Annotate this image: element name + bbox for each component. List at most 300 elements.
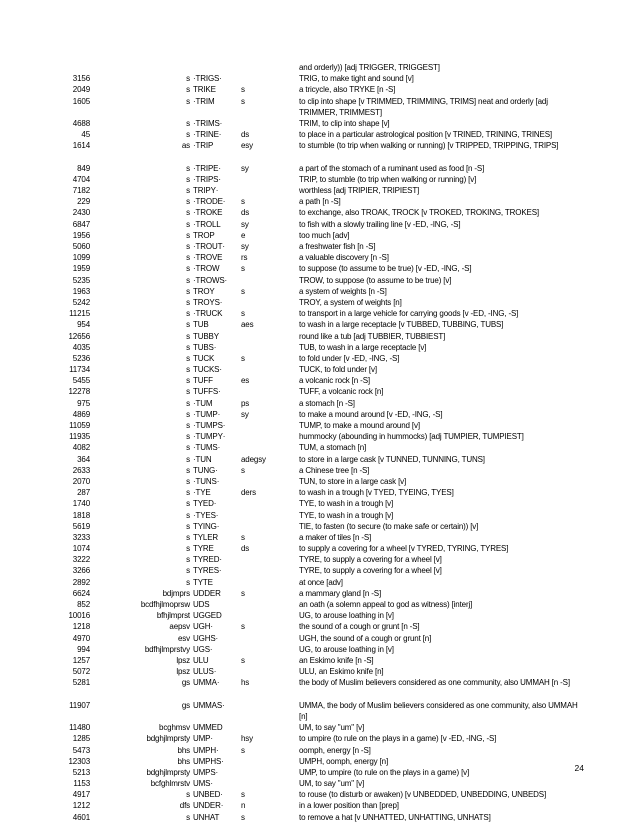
definition: the sound of a cough or grunt [n -S] bbox=[299, 622, 420, 632]
probability-rank: 1605 bbox=[72, 96, 90, 106]
front-hooks: s bbox=[186, 275, 190, 285]
front-hooks: s bbox=[186, 555, 190, 565]
probability-rank: 364 bbox=[77, 454, 90, 464]
word-entry-row bbox=[0, 196, 638, 207]
entry-word: ·TYE bbox=[193, 488, 211, 498]
word-entry-row bbox=[0, 644, 638, 655]
entry-word: UGH· bbox=[193, 622, 213, 632]
definition: TYRE, to supply a covering for a wheel [v] bbox=[299, 566, 442, 576]
word-entry-row bbox=[0, 342, 638, 353]
entry-word: ·TYES· bbox=[193, 510, 219, 520]
entry-word: UGS· bbox=[193, 644, 213, 654]
entry-word: UMS· bbox=[193, 779, 213, 789]
word-entry-row bbox=[0, 375, 638, 386]
back-hooks: es bbox=[241, 376, 250, 386]
definition: worthless [adj TRIPIER, TRIPIEST] bbox=[299, 186, 420, 196]
probability-rank: 4082 bbox=[72, 443, 90, 453]
front-hooks: s bbox=[186, 353, 190, 363]
entry-word: ·TRIGS· bbox=[193, 74, 222, 84]
word-entry-row bbox=[0, 230, 638, 241]
probability-rank: 954 bbox=[77, 320, 90, 330]
entry-word: ·TUN bbox=[193, 454, 212, 464]
definition: UMPH, oomph, energy [n] bbox=[299, 756, 389, 766]
continued-definition: and orderly)) [adj TRIGGER, TRIGGEST] bbox=[299, 63, 440, 72]
front-hooks: s bbox=[186, 465, 190, 475]
entry-word: TYLER bbox=[193, 532, 219, 542]
definition: a tricycle, also TRYKE [n -S] bbox=[299, 85, 396, 95]
definition: to rouse (to disturb or awaken) [v UNBEDDED, UNBEDDING, UNBEDS] bbox=[299, 790, 547, 800]
entry-word: ·TRIPE· bbox=[193, 163, 221, 173]
word-entry-row bbox=[0, 487, 638, 498]
word-entry-row bbox=[0, 364, 638, 375]
entry-word: ·TROKE bbox=[193, 208, 223, 218]
probability-rank: 5242 bbox=[72, 297, 90, 307]
front-hooks: s bbox=[186, 577, 190, 587]
word-entry-row bbox=[0, 543, 638, 554]
probability-rank: 1740 bbox=[72, 499, 90, 509]
front-hooks: bdghjlmprsty bbox=[146, 734, 190, 744]
word-entry-row bbox=[0, 677, 638, 699]
definition: to fold under [v -ED, -ING, -S] bbox=[299, 353, 400, 363]
word-entry-row bbox=[0, 263, 638, 274]
probability-rank: 4601 bbox=[72, 812, 90, 822]
front-hooks: s bbox=[186, 118, 190, 128]
word-entry-row bbox=[0, 778, 638, 789]
definition: TYE, to wash in a trough [v] bbox=[299, 510, 394, 520]
word-entry-row bbox=[0, 331, 638, 342]
probability-rank: 6847 bbox=[72, 219, 90, 229]
probability-rank: 1074 bbox=[72, 544, 90, 554]
probability-rank: 5072 bbox=[72, 667, 90, 677]
definition: TRIG, to make tight and sound [v] bbox=[299, 74, 414, 84]
probability-rank: 2633 bbox=[72, 465, 90, 475]
back-hooks: s bbox=[241, 655, 245, 665]
probability-rank: 1153 bbox=[73, 779, 90, 789]
definition: to exchange, also TROAK, TROCK [v TROKED, TROKING, TROKES] bbox=[299, 208, 539, 218]
word-entry-row bbox=[0, 308, 638, 319]
back-hooks: ds bbox=[241, 130, 250, 140]
entry-word: ·TUMPS· bbox=[193, 421, 226, 431]
entry-word: UMP· bbox=[193, 734, 213, 744]
entry-word: TROY bbox=[193, 286, 215, 296]
front-hooks: s bbox=[186, 443, 190, 453]
entry-word: TYRES· bbox=[193, 566, 222, 576]
definition: TUM, a stomach [n] bbox=[299, 443, 367, 453]
word-entry-row bbox=[0, 174, 638, 185]
front-hooks: s bbox=[186, 163, 190, 173]
definition: TUMP, to make a mound around [v] bbox=[299, 421, 420, 431]
word-entry-row bbox=[0, 118, 638, 129]
word-entry-row bbox=[0, 163, 638, 174]
definition: UMMA, the body of Muslim believers considered as one community, also UMMAH [n] bbox=[299, 700, 578, 721]
entry-word: TROYS· bbox=[193, 297, 223, 307]
back-hooks: n bbox=[241, 801, 246, 811]
front-hooks: gs bbox=[181, 678, 190, 688]
word-entry-row bbox=[0, 599, 638, 610]
probability-rank: 1257 bbox=[72, 655, 90, 665]
entry-word: UNHAT bbox=[193, 812, 220, 822]
entry-word: ·TROUT· bbox=[193, 242, 225, 252]
entry-word: UMPHS· bbox=[193, 756, 224, 766]
front-hooks: lpsz bbox=[176, 655, 190, 665]
definition: a freshwater fish [n -S] bbox=[299, 242, 376, 252]
definition: in a lower position than [prep] bbox=[299, 801, 399, 811]
definition: to wash in a large receptacle [v TUBBED, TUBBING, TUBS] bbox=[299, 320, 504, 330]
definition: to place in a particular astrological position [v TRINED, TRINING, TRINES] bbox=[299, 130, 552, 140]
front-hooks: s bbox=[186, 264, 190, 274]
probability-rank: 849 bbox=[77, 163, 90, 173]
word-entry-row bbox=[0, 565, 638, 576]
back-hooks: hsy bbox=[241, 734, 253, 744]
front-hooks: bdghjlmprsty bbox=[146, 767, 190, 777]
front-hooks: s bbox=[186, 242, 190, 252]
entry-word: UDS bbox=[193, 600, 210, 610]
probability-rank: 12656 bbox=[68, 331, 90, 341]
entry-word: ·TROLL bbox=[193, 219, 221, 229]
entry-word: TUB bbox=[193, 320, 209, 330]
front-hooks: lpsz bbox=[176, 667, 190, 677]
probability-rank: 5473 bbox=[72, 745, 90, 755]
definition: UM, to say "um" [v] bbox=[299, 779, 365, 789]
definition: ULU, an Eskimo knife [n] bbox=[299, 667, 384, 677]
probability-rank: 45 bbox=[81, 130, 90, 140]
probability-rank: 5619 bbox=[72, 521, 90, 531]
definition: UMP, to umpire (to rule on the plays in a game) [v] bbox=[299, 767, 470, 777]
probability-rank: 2892 bbox=[72, 577, 90, 587]
entry-word: UMPS· bbox=[193, 767, 219, 777]
front-hooks: s bbox=[186, 309, 190, 319]
word-entry-row bbox=[0, 510, 638, 521]
back-hooks: s bbox=[241, 790, 245, 800]
back-hooks: esy bbox=[241, 141, 253, 151]
definition: TROW, to suppose (to assume to be true) [v] bbox=[299, 275, 452, 285]
back-hooks: s bbox=[241, 96, 245, 106]
front-hooks: s bbox=[186, 566, 190, 576]
probability-rank: 852 bbox=[77, 600, 90, 610]
word-entry-row bbox=[0, 532, 638, 543]
definition: a maker of tiles [n -S] bbox=[299, 532, 372, 542]
word-entry-row bbox=[0, 633, 638, 644]
back-hooks: sy bbox=[241, 163, 249, 173]
front-hooks: s bbox=[186, 320, 190, 330]
front-hooks: s bbox=[186, 499, 190, 509]
definition: a Chinese tree [n -S] bbox=[299, 465, 370, 475]
page-number: 24 bbox=[574, 763, 584, 773]
back-hooks: e bbox=[241, 230, 246, 240]
back-hooks: rs bbox=[241, 253, 248, 263]
word-entry-row bbox=[0, 386, 638, 397]
definition: oomph, energy [n -S] bbox=[299, 745, 371, 755]
entry-word: ·TRINE· bbox=[193, 130, 222, 140]
definition: to fish with a slowly trailing line [v -ED, -ING, -S] bbox=[299, 219, 461, 229]
back-hooks: s bbox=[241, 353, 245, 363]
front-hooks: bhs bbox=[177, 745, 190, 755]
definition: a part of the stomach of a ruminant used as food [n -S] bbox=[299, 163, 485, 173]
front-hooks: s bbox=[186, 476, 190, 486]
definition: a valuable discovery [n -S] bbox=[299, 253, 389, 263]
back-hooks: s bbox=[241, 588, 245, 598]
entry-word: UGHS· bbox=[193, 633, 219, 643]
word-entry-row bbox=[0, 733, 638, 744]
word-list bbox=[0, 73, 638, 823]
front-hooks: s bbox=[186, 790, 190, 800]
probability-rank: 10016 bbox=[68, 611, 90, 621]
front-hooks: s bbox=[186, 421, 190, 431]
probability-rank: 11734 bbox=[69, 365, 90, 375]
definition: too much [adv] bbox=[299, 230, 350, 240]
probability-rank: 229 bbox=[77, 197, 90, 207]
entry-word: TYED· bbox=[193, 499, 217, 509]
definition: to clip into shape [v TRIMMED, TRIMMING, TRIMS] neat and orderly [adj TRIMMER, TRIMMEST] bbox=[299, 96, 548, 117]
front-hooks: s bbox=[186, 387, 190, 397]
definition: to transport in a large vehicle for carrying goods [v -ED, -ING, -S] bbox=[299, 309, 519, 319]
definition: a stomach [n -S] bbox=[299, 398, 355, 408]
word-entry-row bbox=[0, 73, 638, 84]
word-entry-row bbox=[0, 241, 638, 252]
back-hooks: ds bbox=[241, 208, 250, 218]
front-hooks: s bbox=[186, 488, 190, 498]
front-hooks: s bbox=[186, 544, 190, 554]
word-entry-row bbox=[0, 431, 638, 442]
definition: TUN, to store in a large cask [v] bbox=[299, 476, 407, 486]
front-hooks: as bbox=[181, 141, 190, 151]
definition: round like a tub [adj TUBBIER, TUBBIEST] bbox=[299, 331, 446, 341]
probability-rank: 1099 bbox=[72, 253, 90, 263]
front-hooks: s bbox=[186, 510, 190, 520]
word-entry-row bbox=[0, 84, 638, 95]
word-entry-row bbox=[0, 442, 638, 453]
entry-word: TRIPY· bbox=[193, 186, 219, 196]
front-hooks: s bbox=[186, 432, 190, 442]
entry-word: TUBS· bbox=[193, 342, 217, 352]
entry-word: ·TROVE bbox=[193, 253, 223, 263]
definition: to store in a large cask [v TUNNED, TUNNING, TUNS] bbox=[299, 454, 485, 464]
entry-word: UNBED· bbox=[193, 790, 223, 800]
entry-word: UNDER· bbox=[193, 801, 224, 811]
word-entry-row bbox=[0, 666, 638, 677]
back-hooks: aes bbox=[241, 320, 254, 330]
front-hooks: s bbox=[186, 342, 190, 352]
entry-word: TUBBY bbox=[193, 331, 219, 341]
back-hooks: s bbox=[241, 85, 245, 95]
word-entry-row bbox=[0, 588, 638, 599]
front-hooks: s bbox=[186, 365, 190, 375]
entry-word: TRIKE bbox=[193, 85, 216, 95]
probability-rank: 12278 bbox=[68, 387, 90, 397]
front-hooks: s bbox=[186, 74, 190, 84]
word-entry-row bbox=[0, 655, 638, 666]
front-hooks: bhs bbox=[177, 756, 190, 766]
definition: at once [adv] bbox=[299, 577, 343, 587]
word-entry-row bbox=[0, 286, 638, 297]
word-entry-row bbox=[0, 521, 638, 532]
back-hooks: s bbox=[241, 286, 245, 296]
definition: an Eskimo knife [n -S] bbox=[299, 655, 374, 665]
probability-rank: 1212 bbox=[72, 801, 90, 811]
definition: TYRE, to supply a covering for a wheel [v] bbox=[299, 555, 442, 565]
probability-rank: 3156 bbox=[72, 74, 90, 84]
front-hooks: bcghmsv bbox=[159, 723, 190, 733]
probability-rank: 11480 bbox=[69, 723, 90, 733]
probability-rank: 2049 bbox=[72, 85, 90, 95]
word-entry-row bbox=[0, 219, 638, 230]
front-hooks: s bbox=[186, 253, 190, 263]
definition: TRIM, to clip into shape [v] bbox=[299, 118, 390, 128]
back-hooks: s bbox=[241, 264, 245, 274]
probability-rank: 975 bbox=[77, 398, 90, 408]
definition: a mammary gland [n -S] bbox=[299, 588, 382, 598]
probability-rank: 5236 bbox=[72, 353, 90, 363]
probability-rank: 1614 bbox=[72, 141, 90, 151]
definition: UG, to arouse loathing in [v] bbox=[299, 644, 394, 654]
entry-word: TUNG· bbox=[193, 465, 218, 475]
back-hooks: s bbox=[241, 532, 245, 542]
probability-rank: 3222 bbox=[72, 555, 90, 565]
word-entry-row bbox=[0, 454, 638, 465]
definition: UGH, the sound of a cough or grunt [n] bbox=[299, 633, 432, 643]
definition: TUFF, a volcanic rock [n] bbox=[299, 387, 384, 397]
definition: an oath (a solemn appeal to god as witness) [interj] bbox=[299, 600, 473, 610]
probability-rank: 4917 bbox=[72, 790, 90, 800]
word-entry-row bbox=[0, 812, 638, 823]
probability-rank: 6624 bbox=[72, 588, 90, 598]
probability-rank: 7182 bbox=[72, 186, 90, 196]
front-hooks: bdjmprs bbox=[162, 588, 190, 598]
entry-word: UGGED bbox=[193, 611, 222, 621]
probability-rank: 3266 bbox=[72, 566, 90, 576]
front-hooks: s bbox=[186, 230, 190, 240]
entry-word: ·TUM bbox=[193, 398, 213, 408]
probability-rank: 1959 bbox=[72, 264, 90, 274]
entry-word: ·TUNS· bbox=[193, 476, 220, 486]
probability-rank: 4688 bbox=[72, 118, 90, 128]
probability-rank: 4035 bbox=[72, 342, 90, 352]
entry-word: UMMAS· bbox=[193, 700, 225, 710]
front-hooks: s bbox=[186, 174, 190, 184]
entry-word: TYRE bbox=[193, 544, 214, 554]
entry-word: ·TROWS· bbox=[193, 275, 228, 285]
front-hooks: s bbox=[186, 331, 190, 341]
probability-rank: 1218 bbox=[72, 622, 90, 632]
front-hooks: gs bbox=[181, 700, 190, 710]
back-hooks: sy bbox=[241, 409, 249, 419]
entry-word: UMMA· bbox=[193, 678, 220, 688]
entry-word: TYTE bbox=[193, 577, 213, 587]
front-hooks: s bbox=[186, 376, 190, 386]
probability-rank: 5213 bbox=[72, 767, 90, 777]
word-entry-row bbox=[0, 398, 638, 409]
back-hooks: s bbox=[241, 309, 245, 319]
front-hooks: s bbox=[186, 96, 190, 106]
front-hooks: s bbox=[186, 208, 190, 218]
entry-word: ·TRIP bbox=[193, 141, 214, 151]
front-hooks: s bbox=[186, 186, 190, 196]
entry-word: ULUS· bbox=[193, 667, 217, 677]
front-hooks: s bbox=[186, 398, 190, 408]
definition: hummocky (abounding in hummocks) [adj TUMPIER, TUMPIEST] bbox=[299, 432, 524, 442]
probability-rank: 1956 bbox=[72, 230, 90, 240]
word-entry-row bbox=[0, 129, 638, 140]
entry-word: ·TRUCK bbox=[193, 309, 223, 319]
probability-rank: 4869 bbox=[72, 409, 90, 419]
word-entry-row bbox=[0, 185, 638, 196]
entry-word: ·TUMPY· bbox=[193, 432, 226, 442]
definition: to suppose (to assume to be true) [v -ED, -ING, -S] bbox=[299, 264, 472, 274]
front-hooks: esv bbox=[178, 633, 190, 643]
front-hooks: s bbox=[186, 85, 190, 95]
front-hooks: s bbox=[186, 297, 190, 307]
entry-word: ULU bbox=[193, 655, 209, 665]
probability-rank: 4704 bbox=[72, 174, 90, 184]
entry-word: TUFF bbox=[193, 376, 213, 386]
probability-rank: 2430 bbox=[72, 208, 90, 218]
entry-word: ·TUMP· bbox=[193, 409, 221, 419]
probability-rank: 12303 bbox=[68, 756, 90, 766]
entry-word: ·TUMS· bbox=[193, 443, 221, 453]
front-hooks: bdfhjlmprstvy bbox=[144, 644, 190, 654]
probability-rank: 5455 bbox=[72, 376, 90, 386]
front-hooks: bcdfhjlmoprsw bbox=[140, 600, 190, 610]
word-entry-row bbox=[0, 789, 638, 800]
probability-rank: 5281 bbox=[72, 678, 90, 688]
definition: a system of weights [n -S] bbox=[299, 286, 387, 296]
word-entry-row bbox=[0, 577, 638, 588]
entry-word: UMPH· bbox=[193, 745, 219, 755]
front-hooks: bcfghlmrstv bbox=[150, 779, 190, 789]
front-hooks: s bbox=[186, 219, 190, 229]
word-entry-row bbox=[0, 140, 638, 162]
probability-rank: 11215 bbox=[69, 309, 90, 319]
definition: to umpire (to rule on the plays in a game) [v -ED, -ING, -S] bbox=[299, 734, 497, 744]
entry-word: UDDER bbox=[193, 588, 221, 598]
word-entry-row bbox=[0, 207, 638, 218]
probability-rank: 11907 bbox=[69, 700, 90, 710]
word-entry-row bbox=[0, 252, 638, 263]
entry-word: UMMED bbox=[193, 723, 223, 733]
back-hooks: s bbox=[241, 745, 245, 755]
word-entry-row bbox=[0, 800, 638, 811]
probability-rank: 11059 bbox=[69, 421, 90, 431]
front-hooks: s bbox=[186, 532, 190, 542]
word-entry-row bbox=[0, 353, 638, 364]
definition: TRIP, to stumble (to trip when walking or running) [v] bbox=[299, 174, 477, 184]
entry-word: ·TRIPS· bbox=[193, 174, 221, 184]
entry-word: ·TRODE· bbox=[193, 197, 226, 207]
front-hooks: dfs bbox=[179, 801, 190, 811]
definition: the body of Muslim believers considered as one community, also UMMAH [n -S] bbox=[299, 678, 570, 688]
entry-word: TYING· bbox=[193, 521, 220, 531]
word-entry-row bbox=[0, 96, 638, 118]
word-entry-row bbox=[0, 722, 638, 733]
word-entry-row bbox=[0, 297, 638, 308]
back-hooks: s bbox=[241, 812, 245, 822]
word-entry-row bbox=[0, 621, 638, 632]
entry-word: ·TROW bbox=[193, 264, 220, 274]
definition: to stumble (to trip when walking or running) [v TRIPPED, TRIPPING, TRIPS] bbox=[299, 141, 559, 151]
front-hooks: s bbox=[186, 521, 190, 531]
word-entry-row bbox=[0, 476, 638, 487]
word-entry-row bbox=[0, 465, 638, 476]
back-hooks: sy bbox=[241, 219, 249, 229]
probability-rank: 287 bbox=[77, 488, 90, 498]
back-hooks: adegsy bbox=[241, 454, 266, 464]
definition: to make a mound around [v -ED, -ING, -S] bbox=[299, 409, 443, 419]
word-entry-row bbox=[0, 319, 638, 330]
back-hooks: s bbox=[241, 622, 245, 632]
front-hooks: bfhjlmprst bbox=[156, 611, 190, 621]
probability-rank: 3233 bbox=[72, 532, 90, 542]
back-hooks: s bbox=[241, 465, 245, 475]
